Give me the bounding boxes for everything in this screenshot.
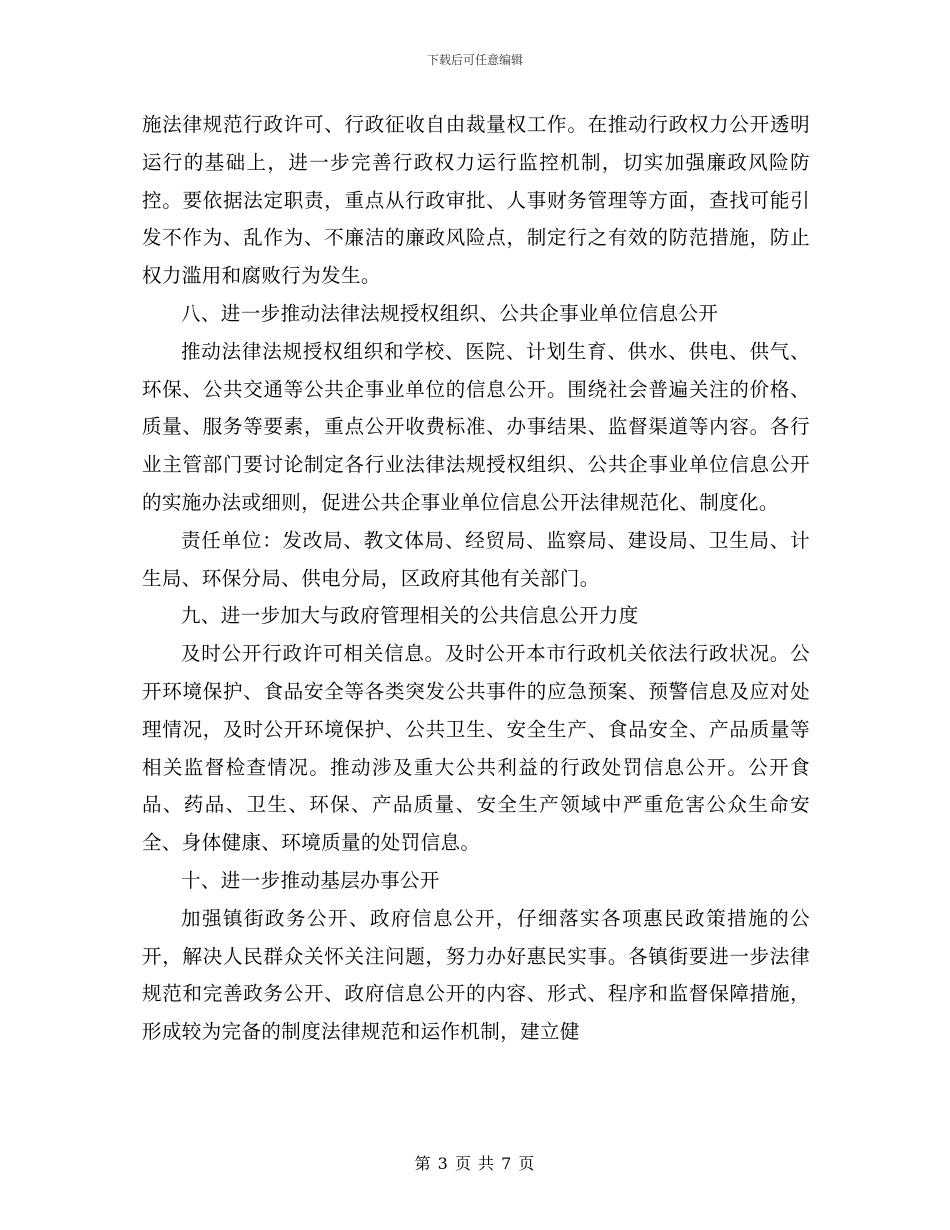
document-body [142,106,810,1051]
footer-suffix: 页 [518,1154,536,1173]
page-number-footer [0,1154,950,1174]
footer-middle: 页 共 [454,1154,496,1173]
section-heading-8: 八、进一步推动法律法规授权组织、公共企事业单位信息公开 [181,301,719,325]
footer-total-pages: 7 [501,1154,513,1173]
paragraph-section-8: 推动法律法规授权组织和学校、医院、计划生育、供水、供电、供气、环保、公共交通等公共企事业单位的信息公开。围绕社会普遍关注的价格、质量、服务等要素，重点公开收费标准、办事结果、监督渠道等内容。各行业主管部门要讨论制定各行业法律法规授权组织、公共企事业单位信息公开的实施办法或细则，促进公共企事业单位信息公开法律规范化、制度化。 [142,339,810,514]
footer-current-page: 3 [437,1154,449,1173]
footer-prefix: 第 [414,1154,432,1173]
header-note: 下载后可任意编辑 [426,53,523,67]
paragraph-section-10: 加强镇街政务公开、政府信息公开，仔细落实各项惠民政策措施的公开，解决人民群众关怀关注问题，努力办好惠民实事。各镇街要进一步法律规范和完善政务公开、政府信息公开的内容、形式、程序和监督保障措施，形成较为完备的制度法律规范和运作机制，建立健 [142,906,810,1044]
section-heading-10: 十、进一步推动基层办事公开 [181,868,440,892]
paragraph-responsible-units: 责任单位：发改局、教文体局、经贸局、监察局、建设局、卫生局、计生局、环保分局、供电分局，区政府其他有关部门。 [142,528,810,590]
section-heading-9: 九、进一步加大与政府管理相关的公共信息公开力度 [181,604,639,628]
paragraph-section-9: 及时公开行政许可相关信息。及时公开本市行政机关依法行政状况。公开环境保护、食品安全等各类突发公共事件的应急预案、预警信息及应对处理情况，及时公开环境保护、公共卫生、安全生产、食品安全、产品质量等相关监督检查情况。推动涉及重大公共利益的行政处罚信息公开。公开食品、药品、卫生、环保、产品质量、安全生产领域中严重危害公众生命安全、身体健康、环境质量的处罚信息。 [142,642,810,855]
paragraph-continuation: 施法律规范行政许可、行政征收自由裁量权工作。在推动行政权力公开透明运行的基础上，进一步完善行政权力运行监控机制，切实加强廉政风险防控。要依据法定职责，重点从行政审批、人事财务管理等方面，查找可能引发不作为、乱作为、不廉洁的廉政风险点，制定行之有效的防范措施，防止权力滥用和腐败行为发生。 [142,113,810,288]
